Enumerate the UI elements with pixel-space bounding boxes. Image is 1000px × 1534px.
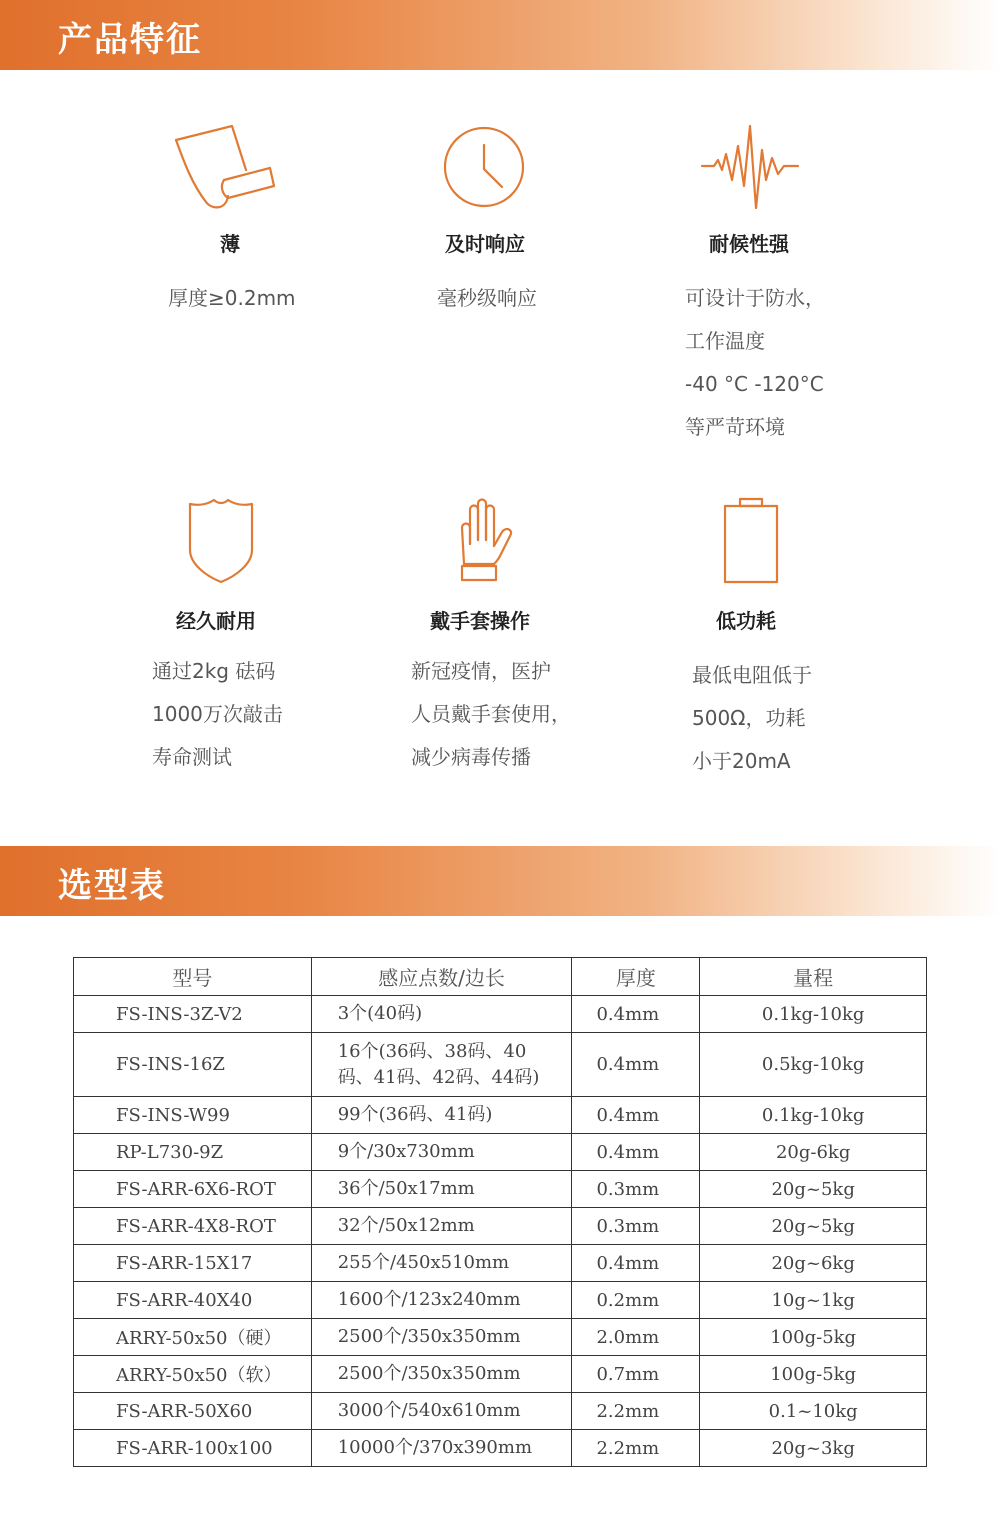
cell-range: 0.1kg-10kg <box>700 1097 927 1134</box>
cell-model: FS-INS-16Z <box>74 1033 312 1097</box>
feature-title: 低功耗 <box>716 609 776 633</box>
cell-range: 10g~1kg <box>700 1282 927 1319</box>
feature-title: 耐候性强 <box>709 232 789 256</box>
cell-points: 3个(40码) <box>311 996 572 1033</box>
clock-icon <box>442 125 526 209</box>
feature-desc-line: 通过2kg 砝码 <box>152 659 276 683</box>
cell-range: 0.1kg-10kg <box>700 996 927 1033</box>
cell-model: FS-ARR-4X8-ROT <box>74 1208 312 1245</box>
feature-title: 戴手套操作 <box>430 609 530 633</box>
feature-desc-line: 毫秒级响应 <box>437 286 537 310</box>
cell-points: 2500个/350x350mm <box>311 1356 572 1393</box>
feature-desc-line: -40 °C -120°C <box>685 372 824 396</box>
feature-desc <box>152 650 283 779</box>
feature-desc-line: 可设计于防水， <box>685 286 825 310</box>
feature-desc-line: 等严苛环境 <box>685 415 785 439</box>
header-range: 量程 <box>700 958 927 996</box>
cell-thickness: 0.7mm <box>572 1356 700 1393</box>
feature-desc-line: 最低电阻低于 <box>692 663 812 687</box>
header-points: 感应点数/边长 <box>311 958 572 996</box>
cell-points: 10000个/370x390mm <box>311 1430 572 1467</box>
features-banner <box>0 0 1000 70</box>
cell-range: 0.1~10kg <box>700 1393 927 1430</box>
feature-desc-line: 厚度≥0.2mm <box>168 286 296 310</box>
table-row <box>74 1282 927 1319</box>
table-row <box>74 1097 927 1134</box>
table-row <box>74 1171 927 1208</box>
cell-thickness: 0.4mm <box>572 1033 700 1097</box>
feature-desc-line: 小于20mA <box>692 749 791 773</box>
table-row <box>74 1430 927 1467</box>
feature-desc <box>685 277 825 449</box>
cell-model: RP-L730-9Z <box>74 1134 312 1171</box>
features-section-title: 产品特征 <box>58 20 202 60</box>
cell-model: FS-ARR-50X60 <box>74 1393 312 1430</box>
cell-model: FS-ARR-40X40 <box>74 1282 312 1319</box>
table-row <box>74 1033 927 1097</box>
battery-icon <box>722 497 780 585</box>
cell-range: 100g-5kg <box>700 1356 927 1393</box>
feature-desc-line: 人员戴手套使用， <box>411 702 571 726</box>
waveform-icon <box>700 124 800 210</box>
cell-thickness: 0.4mm <box>572 1245 700 1282</box>
cell-thickness: 0.4mm <box>572 1097 700 1134</box>
table-row <box>74 1356 927 1393</box>
cell-points: 9个/30x730mm <box>311 1134 572 1171</box>
cell-points: 36个/50x17mm <box>311 1171 572 1208</box>
cell-thickness: 2.0mm <box>572 1319 700 1356</box>
feature-desc-line: 500Ω，功耗 <box>692 706 806 730</box>
selection-banner <box>0 846 1000 916</box>
table-row <box>74 1393 927 1430</box>
table-row <box>74 1208 927 1245</box>
header-thickness: 厚度 <box>572 958 700 996</box>
cell-thickness: 0.2mm <box>572 1282 700 1319</box>
table-row <box>74 996 927 1033</box>
feature-desc <box>411 650 571 779</box>
cell-model: FS-ARR-15X17 <box>74 1245 312 1282</box>
cell-points: 1600个/123x240mm <box>311 1282 572 1319</box>
feature-desc-line: 工作温度 <box>685 329 765 353</box>
glove-hand-icon <box>452 498 516 584</box>
table-row <box>74 1319 927 1356</box>
cell-points: 16个(36码、38码、40码、41码、42码、44码) <box>311 1033 572 1097</box>
feature-desc-line: 减少病毒传播 <box>411 745 531 769</box>
feature-desc <box>168 277 296 320</box>
feature-desc <box>437 277 537 320</box>
feature-desc <box>692 654 812 783</box>
cell-range: 20g~3kg <box>700 1430 927 1467</box>
cell-model: FS-INS-3Z-V2 <box>74 996 312 1033</box>
cell-thickness: 0.3mm <box>572 1208 700 1245</box>
cell-points: 3000个/540x610mm <box>311 1393 572 1430</box>
table-row <box>74 1134 927 1171</box>
cell-model: FS-INS-W99 <box>74 1097 312 1134</box>
cell-range: 100g-5kg <box>700 1319 927 1356</box>
cell-range: 0.5kg-10kg <box>700 1033 927 1097</box>
table-header-row <box>74 958 927 996</box>
cell-thickness: 0.4mm <box>572 1134 700 1171</box>
selection-section-title: 选型表 <box>58 866 166 906</box>
feature-desc-line: 1000万次敲击 <box>152 702 283 726</box>
cell-points: 32个/50x12mm <box>311 1208 572 1245</box>
feature-desc-line: 新冠疫情，医护 <box>411 659 551 683</box>
cell-range: 20g~5kg <box>700 1208 927 1245</box>
cell-thickness: 2.2mm <box>572 1393 700 1430</box>
feature-title: 经久耐用 <box>176 609 256 633</box>
paper-roll-icon <box>170 122 280 214</box>
cell-range: 20g~5kg <box>700 1171 927 1208</box>
cell-points: 99个(36码、41码) <box>311 1097 572 1134</box>
cell-thickness: 2.2mm <box>572 1430 700 1467</box>
cell-points: 2500个/350x350mm <box>311 1319 572 1356</box>
header-model: 型号 <box>74 958 312 996</box>
cell-model: FS-ARR-100x100 <box>74 1430 312 1467</box>
table-row <box>74 1245 927 1282</box>
feature-title: 薄 <box>220 232 240 256</box>
cell-thickness: 0.4mm <box>572 996 700 1033</box>
feature-desc-line: 寿命测试 <box>152 745 232 769</box>
cell-model: ARRY-50x50（硬） <box>74 1319 312 1356</box>
cell-thickness: 0.3mm <box>572 1171 700 1208</box>
shield-icon <box>186 498 256 584</box>
cell-range: 20g-6kg <box>700 1134 927 1171</box>
feature-title: 及时响应 <box>445 232 525 256</box>
spec-table <box>73 957 927 1467</box>
cell-model: FS-ARR-6X6-ROT <box>74 1171 312 1208</box>
cell-model: ARRY-50x50（软） <box>74 1356 312 1393</box>
cell-points: 255个/450x510mm <box>311 1245 572 1282</box>
cell-range: 20g~6kg <box>700 1245 927 1282</box>
